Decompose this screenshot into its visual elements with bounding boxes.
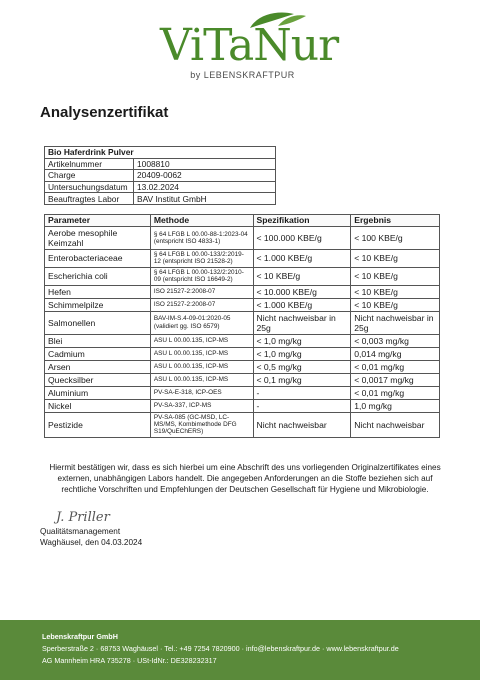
table-row [45, 347, 440, 360]
signature: J. Priller [56, 510, 110, 525]
parameter-cell: Aluminium [45, 386, 151, 399]
product-name: Bio Haferdrink Pulver [45, 147, 276, 159]
result-cell: Nicht nachweisbar in 25g [351, 311, 440, 334]
table-row [45, 298, 440, 311]
result-cell: < 10 KBE/g [351, 298, 440, 311]
table-row [45, 334, 440, 347]
specification-cell: Nicht nachweisbar in 25g [253, 311, 351, 334]
parameter-cell: Pestizide [45, 412, 151, 437]
info-key: Beauftragtes Labor [45, 193, 134, 205]
method-cell: § 64 LFGB L 00.00-88-1:2023-04 (entspricht ISO 4833-1) [150, 227, 253, 250]
analysis-body [45, 227, 440, 438]
specification-cell: < 10 KBE/g [253, 267, 351, 285]
result-cell: < 0,01 mg/kg [351, 386, 440, 399]
method-cell: ASU L 00.00.135, ICP-MS [150, 373, 253, 386]
parameter-cell: Schimmelpilze [45, 298, 151, 311]
product-info-table [44, 146, 276, 205]
parameter-cell: Nickel [45, 399, 151, 412]
parameter-cell: Cadmium [45, 347, 151, 360]
parameter-cell: Blei [45, 334, 151, 347]
parameter-cell: Hefen [45, 285, 151, 298]
header-parameter: Parameter [45, 215, 151, 227]
table-row [45, 181, 276, 193]
method-cell: ASU L 00.00.135, ICP-MS [150, 360, 253, 373]
result-cell: < 0,01 mg/kg [351, 360, 440, 373]
info-value: 20409-0062 [134, 170, 276, 182]
leaf-icon [248, 10, 308, 30]
product-name-row [45, 147, 276, 159]
result-cell: < 100 KBE/g [351, 227, 440, 250]
specification-cell: < 1.000 KBE/g [253, 298, 351, 311]
table-row [45, 250, 440, 268]
table-row [45, 170, 276, 182]
specification-cell: < 0,5 mg/kg [253, 360, 351, 373]
parameter-cell: Enterobacteriaceae [45, 250, 151, 268]
result-cell: < 10 KBE/g [351, 267, 440, 285]
footer-register: AG Mannheim HRA 735278 · USt-IdNr.: DE328232317 [42, 656, 217, 665]
result-cell: < 10 KBE/g [351, 250, 440, 268]
table-row [45, 285, 440, 298]
table-row [45, 311, 440, 334]
table-row [45, 412, 440, 437]
table-row [45, 267, 440, 285]
table-row [45, 399, 440, 412]
parameter-cell: Aerobe mesophile Keimzahl [45, 227, 151, 250]
signature-role: Qualitätsmanagement [40, 527, 121, 536]
header-specification: Spezifikation [253, 215, 351, 227]
method-cell: PV-SA-E-318, ICP-OES [150, 386, 253, 399]
result-cell: Nicht nachweisbar [351, 412, 440, 437]
brand-logo [160, 8, 339, 100]
specification-cell: - [253, 386, 351, 399]
result-cell: < 0,0017 mg/kg [351, 373, 440, 386]
specification-cell: < 1.000 KBE/g [253, 250, 351, 268]
specification-cell: < 10.000 KBE/g [253, 285, 351, 298]
analysis-header-row [45, 215, 440, 227]
signature-place-date: Waghäusel, den 04.03.2024 [40, 538, 143, 547]
table-row [45, 193, 276, 205]
table-row [45, 373, 440, 386]
confirmation-statement: Hiermit bestätigen wir, dass es sich hierbei um eine Abschrift des uns vorliegenden Originalzertifikates eines externen, unabhängigen Labors handelt. Die angegeben Anforderungen an die Stoffe beziehen sich auf rechtliche Vorschriften und Empfehlungen der Deutschen Gesellschaft für Hygiene und Mikrobiologie. [49, 463, 441, 494]
footer-bar [0, 620, 480, 680]
method-cell: § 64 LFGB L 00.00-132/2:2010-09 (entspricht ISO 16649-2) [150, 267, 253, 285]
method-cell: ISO 21527-2:2008-07 [150, 285, 253, 298]
specification-cell: - [253, 399, 351, 412]
specification-cell: < 1,0 mg/kg [253, 334, 351, 347]
method-cell: ASU L 00.00.135, ICP-MS [150, 334, 253, 347]
parameter-cell: Quecksilber [45, 373, 151, 386]
footer-company: Lebenskraftpur GmbH [42, 632, 118, 641]
result-cell: < 10 KBE/g [351, 285, 440, 298]
specification-cell: < 1,0 mg/kg [253, 347, 351, 360]
info-key: Untersuchungsdatum [45, 181, 134, 193]
info-key: Charge [45, 170, 134, 182]
table-row [45, 386, 440, 399]
parameter-cell: Salmonellen [45, 311, 151, 334]
info-value: 1008810 [134, 158, 276, 170]
table-row [45, 227, 440, 250]
method-cell: BAV-IM-S.4-09-01:2020-05 (validiert gg. ISO 6579) [150, 311, 253, 334]
parameter-cell: Escherichia coli [45, 267, 151, 285]
method-cell: PV-SA-337, ICP-MS [150, 399, 253, 412]
specification-cell: < 0,1 mg/kg [253, 373, 351, 386]
specification-cell: < 100.000 KBE/g [253, 227, 351, 250]
analysis-table [44, 214, 440, 438]
info-value: BAV Institut GmbH [134, 193, 276, 205]
parameter-cell: Arsen [45, 360, 151, 373]
method-cell: ASU L 00.00.135, ICP-MS [150, 347, 253, 360]
footer-address: Sperberstraße 2 · 68753 Waghäusel · Tel.: +49 7254 7820900 · info@lebenskraftpur.de · www.lebenskraftpur.de [42, 644, 399, 653]
result-cell: 1,0 mg/kg [351, 399, 440, 412]
result-cell: < 0,003 mg/kg [351, 334, 440, 347]
header-result: Ergebnis [351, 215, 440, 227]
document-title: Analysenzertifikat [40, 104, 169, 121]
logo-wordmark: ViTaNur [160, 20, 339, 71]
method-cell: § 64 LFGB L 00.00-133/2:2019-12 (entspricht ISO 21528-2) [150, 250, 253, 268]
logo-subtitle: by LEBENSKRAFTPUR [190, 70, 295, 80]
header-method: Methode [150, 215, 253, 227]
info-key: Artikelnummer [45, 158, 134, 170]
table-row [45, 360, 440, 373]
table-row [45, 158, 276, 170]
specification-cell: Nicht nachweisbar [253, 412, 351, 437]
method-cell: PV-SA-085 (GC-MSD, LC-MS/MS, Kombimethode DFG S19/QuEChERS) [150, 412, 253, 437]
info-value: 13.02.2024 [134, 181, 276, 193]
method-cell: ISO 21527-2:2008-07 [150, 298, 253, 311]
result-cell: 0,014 mg/kg [351, 347, 440, 360]
